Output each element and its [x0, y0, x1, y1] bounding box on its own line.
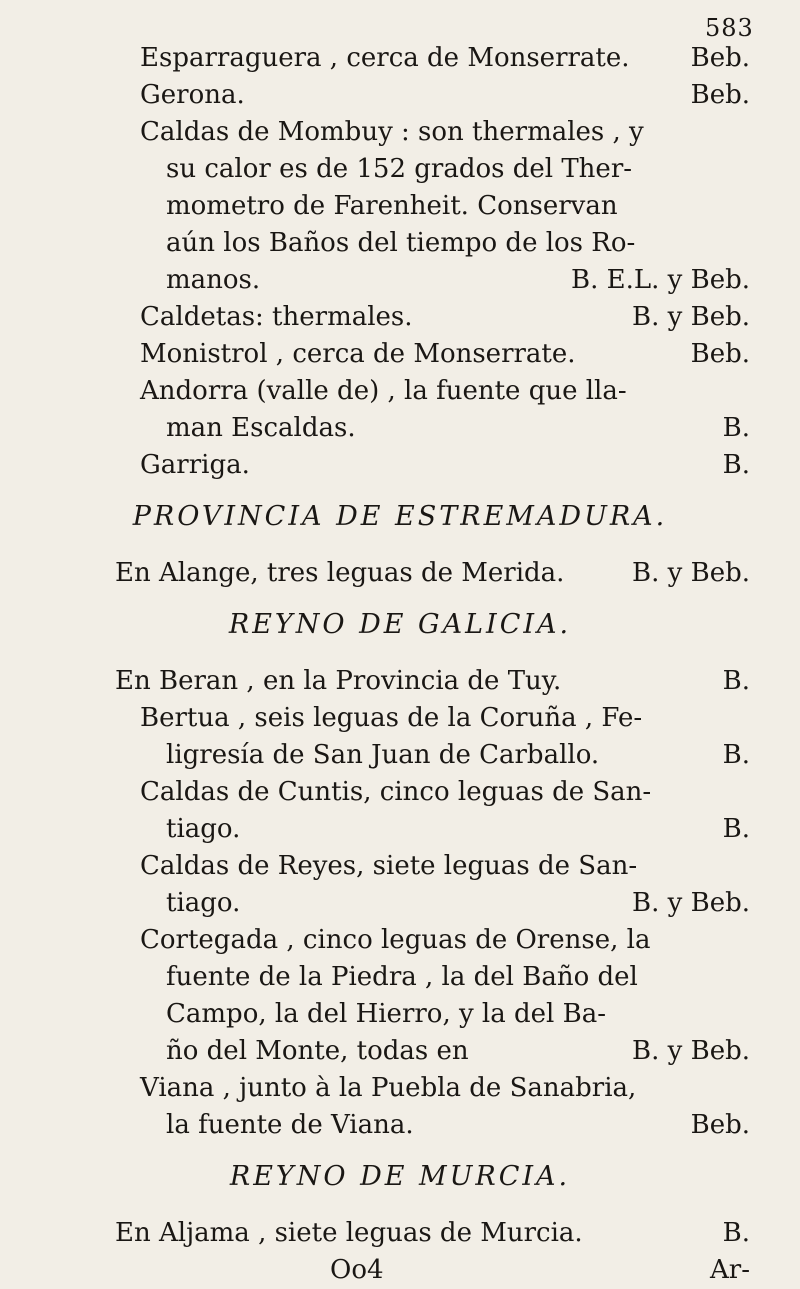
entry-line: Caldas de Mombuy : son thermales , y [140, 117, 644, 147]
entry-line: En Alange, tres leguas de Merida. [115, 558, 565, 588]
entry-line: Gerona. [140, 80, 245, 110]
usage-mark: B. [722, 413, 750, 443]
usage-mark: B. [722, 740, 750, 770]
usage-mark: B. y Beb. [632, 558, 750, 588]
entry-line: fuente de la Piedra , la del Baño del [166, 962, 638, 992]
entry-line: Viana , junto à la Puebla de Sanabria, [140, 1073, 637, 1103]
entry-line: Caldetas: thermales. [140, 302, 413, 332]
section-heading: REYNO DE MURCIA. [229, 1161, 571, 1192]
usage-mark: Beb. [690, 80, 750, 110]
entry-line: Monistrol , cerca de Monserrate. [140, 339, 576, 369]
usage-mark: B. y Beb. [632, 888, 750, 918]
usage-mark: B. y Beb. [632, 302, 750, 332]
entry-line: manos. [166, 265, 261, 295]
usage-mark: B. [722, 450, 750, 480]
entry-line: aún los Baños del tiempo de los Ro- [166, 228, 636, 258]
entry-line: Garriga. [140, 450, 250, 480]
entry-line: En Aljama , siete leguas de Murcia. [115, 1218, 583, 1248]
usage-mark: Beb. [690, 339, 750, 369]
entry-line: man Escaldas. [166, 413, 356, 443]
entry-line: Esparraguera , cerca de Monserrate. [140, 43, 630, 73]
catchword: Ar- [710, 1255, 750, 1285]
usage-mark: B. [722, 1218, 750, 1248]
usage-mark: B. y Beb. [632, 1036, 750, 1066]
entry-line: Bertua , seis leguas de la Coruña , Fe- [140, 703, 643, 733]
entry-line: tiago. [166, 814, 241, 844]
entry-line: Andorra (valle de) , la fuente que lla- [140, 376, 627, 406]
entry-line: tiago. [166, 888, 241, 918]
page-number: 583 [705, 14, 754, 42]
usage-mark: B. [722, 666, 750, 696]
entry-line: Caldas de Reyes, siete leguas de San- [140, 851, 638, 881]
entry-line: Caldas de Cuntis, cinco leguas de San- [140, 777, 652, 807]
usage-mark: Beb. [690, 1110, 750, 1140]
usage-mark: B. [722, 814, 750, 844]
signature-mark: Oo4 [330, 1255, 384, 1285]
entry-line: ligresía de San Juan de Carballo. [166, 740, 600, 770]
usage-mark: B. E.L. y Beb. [570, 265, 750, 295]
entry-line: Campo, la del Hierro, y la del Ba- [166, 999, 607, 1029]
section-heading: REYNO DE GALICIA. [228, 609, 572, 640]
usage-mark: Beb. [690, 43, 750, 73]
entry-line: su calor es de 152 grados del Ther- [166, 154, 633, 184]
section-heading: PROVINCIA DE ESTREMADURA. [132, 501, 668, 532]
entry-line: la fuente de Viana. [166, 1110, 414, 1140]
entry-line: ño del Monte, todas en [166, 1036, 469, 1066]
entry-line: mometro de Farenheit. Conservan [166, 191, 618, 221]
entry-line: Cortegada , cinco leguas de Orense, la [140, 925, 651, 955]
entry-line: En Beran , en la Provincia de Tuy. [115, 666, 562, 696]
